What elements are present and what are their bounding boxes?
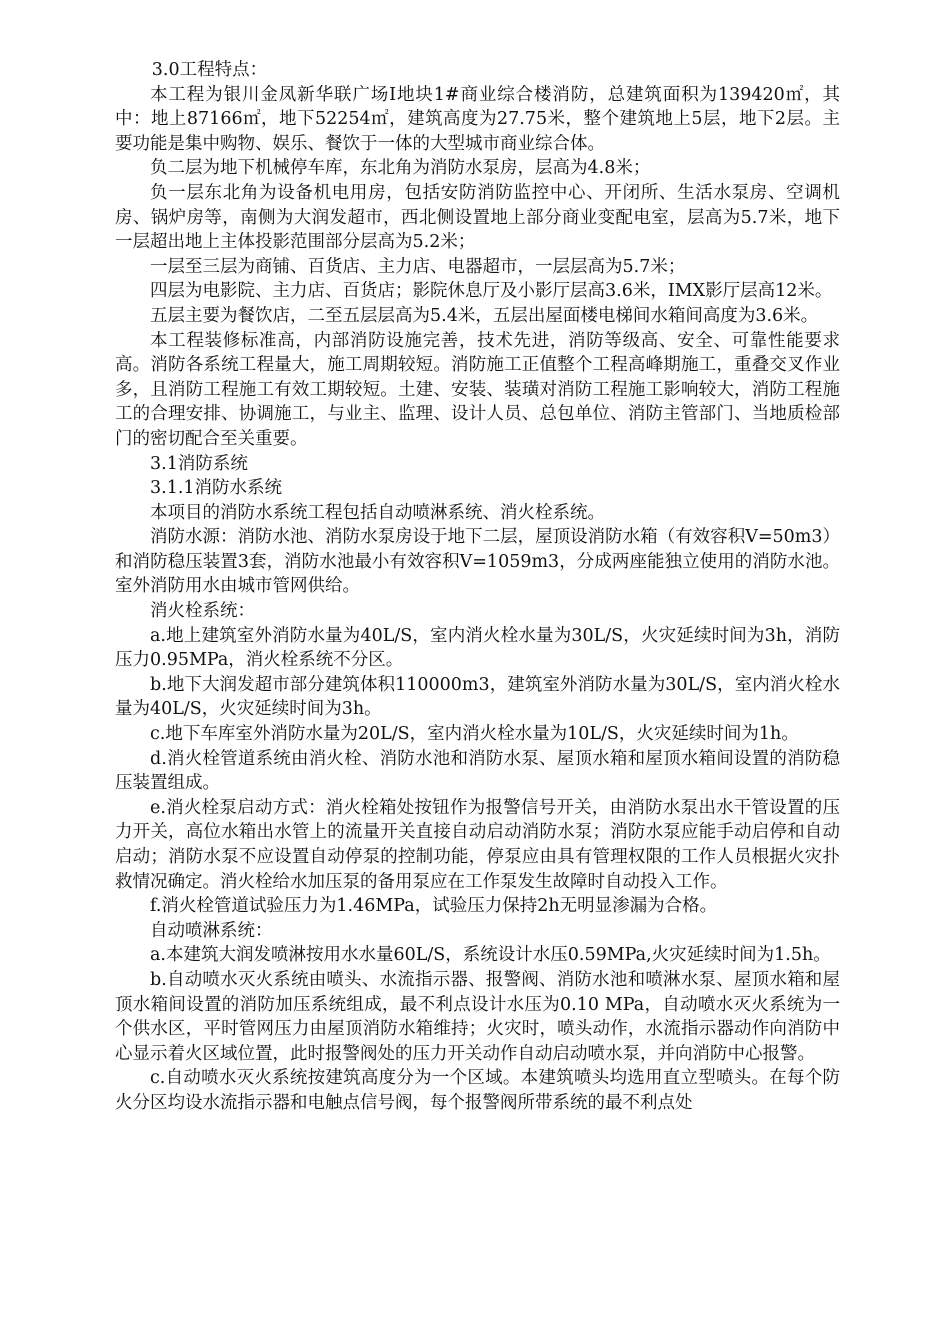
list-item-hydrant-c: c.地下车库室外消防水量为20L/S，室内消火栓水量为10L/S，火灾延续时间为1h。	[150, 724, 799, 745]
paragraph-water-source: 消防水源：消防水池、消防水泵房设于地下二层，屋顶设消防水箱（有效容积V=50m3）和消防稳压装置3套，消防水池最小有效容积V=1059m3，分成两座能独立使用的消防水池。室外消防用水由城市管网供给。	[115, 527, 840, 597]
paragraph-b1-floor: 负一层东北角为设备机电用房，包括安防消防监控中心、开闭所、生活水泵房、空调机房、锅炉房等，南侧为大润发超市，西北侧设置地上部分商业变配电室，层高为5.7米，地下一层超出地上主体投影范围部分层高为5.2米；	[115, 182, 840, 253]
section-heading-3-1-1: 3.1.1消防水系统	[150, 478, 283, 499]
list-item-sprinkler-b: b.自动喷水灭火系统由喷头、水流指示器、报警阀、消防水池和喷淋水泵、屋顶水箱和屋顶水箱间设置的消防加压系统组成，最不利点设计水压为0.10 MPa，自动喷水灭火系统为一个供水区，平时管网压力由屋顶消防水箱维持；火灾时，喷头动作，水流指示器动作向消防中心显示着火区域位置，此时报警阀处的压力开关动作自动启动喷水泵，并向消防中心报警。	[115, 969, 840, 1064]
section-heading-3-1: 3.1消防系统	[150, 453, 248, 474]
list-item-hydrant-e: e.消火栓泵启动方式：消火栓箱处按钮作为报警信号开关，由消防水泵出水干管设置的压力开关，高位水箱出水管上的流量开关直接自动启动消防水泵；消防水泵应能手动启停和自动启动；消防水泵不应设置自动停泵的控制功能，停泵应由具有管理权限的工作人员根据火灾扑救情况确定。消火栓给水加压泵的备用泵应在工作泵发生故障时自动投入工作。	[115, 797, 840, 892]
paragraph-project-requirements: 本工程装修标准高，内部消防设施完善，技术先进，消防等级高、安全、可靠性能要求高。消防各系统工程量大，施工周期较短。消防施工正值整个工程高峰期施工，重叠交叉作业多，且消防工程施工有效工期较短。土建、安装、装璜对消防工程施工影响较大，消防工程施工的合理安排、协调施工，与业主、监理、设计人员、总包单位、消防主管部门、当地质检部门的密切配合至关重要。	[115, 330, 840, 449]
section-heading-3-0: 3.0工程特点：	[151, 60, 268, 80]
list-item-hydrant-a: a.地上建筑室外消防水量为40L/S，室内消火栓水量为30L/S，火灾延续时间为3h，消防压力0.95MPa，消火栓系统不分区。	[115, 625, 840, 671]
subheading-sprinkler-system: 自动喷淋系统：	[150, 920, 273, 941]
subheading-hydrant-system: 消火栓系统：	[150, 601, 255, 622]
paragraph-project-overview: 本工程为银川金凤新华联广场Ⅰ地块1#商业综合楼消防，总建筑面积为139420㎡，其中：地上87166㎡，地下52254㎡，建筑高度为27.75米，整个建筑地上5层，地下2层。主要功能是集中购物、娱乐、餐饮于一体的大型城市商业综合体。	[115, 84, 840, 154]
document-page	[115, 58, 840, 1116]
list-item-hydrant-b: b.地下大润发超市部分建筑体积110000m3，建筑室外消防水量为30L/S，室内消火栓水量为40L/S，火灾延续时间为3h。	[115, 674, 840, 720]
list-item-hydrant-f: f.消火栓管道试验压力为1.46MPa，试验压力保持2h无明显渗漏为合格。	[150, 896, 718, 917]
paragraph-water-system-scope: 本项目的消防水系统工程包括自动喷淋系统、消火栓系统。	[150, 502, 605, 523]
list-item-sprinkler-c: c.自动喷水灭火系统按建筑高度分为一个区域。本建筑喷头均选用直立型喷头。在每个防火分区均设水流指示器和电触点信号阀，每个报警阀所带系统的最不利点处	[115, 1068, 840, 1113]
list-item-sprinkler-a: a.本建筑大润发喷淋按用水水量60L/S，系统设计水压0.59MPa,火灾延续时间为1.5h。	[150, 945, 831, 966]
list-item-hydrant-d: d.消火栓管道系统由消火栓、消防水池和消防水泵、屋顶水箱和屋顶水箱间设置的消防稳压装置组成。	[115, 748, 840, 794]
paragraph-b2-floor: 负二层为地下机械停车库，东北角为消防水泵房，层高为4.8米；	[150, 158, 651, 179]
paragraph-floor-4: 四层为电影院、主力店、百货店；影院休息厅及小影厅层高3.6米，IMX影厅层高12米。	[150, 281, 833, 302]
paragraph-floor-5: 五层主要为餐饮店，二至五层层高为5.4米，五层出屋面楼电梯间水箱间高度为3.6米。	[150, 305, 819, 326]
paragraph-floors-1-3: 一层至三层为商铺、百货店、主力店、电器超市，一层层高为5.7米；	[150, 256, 686, 277]
